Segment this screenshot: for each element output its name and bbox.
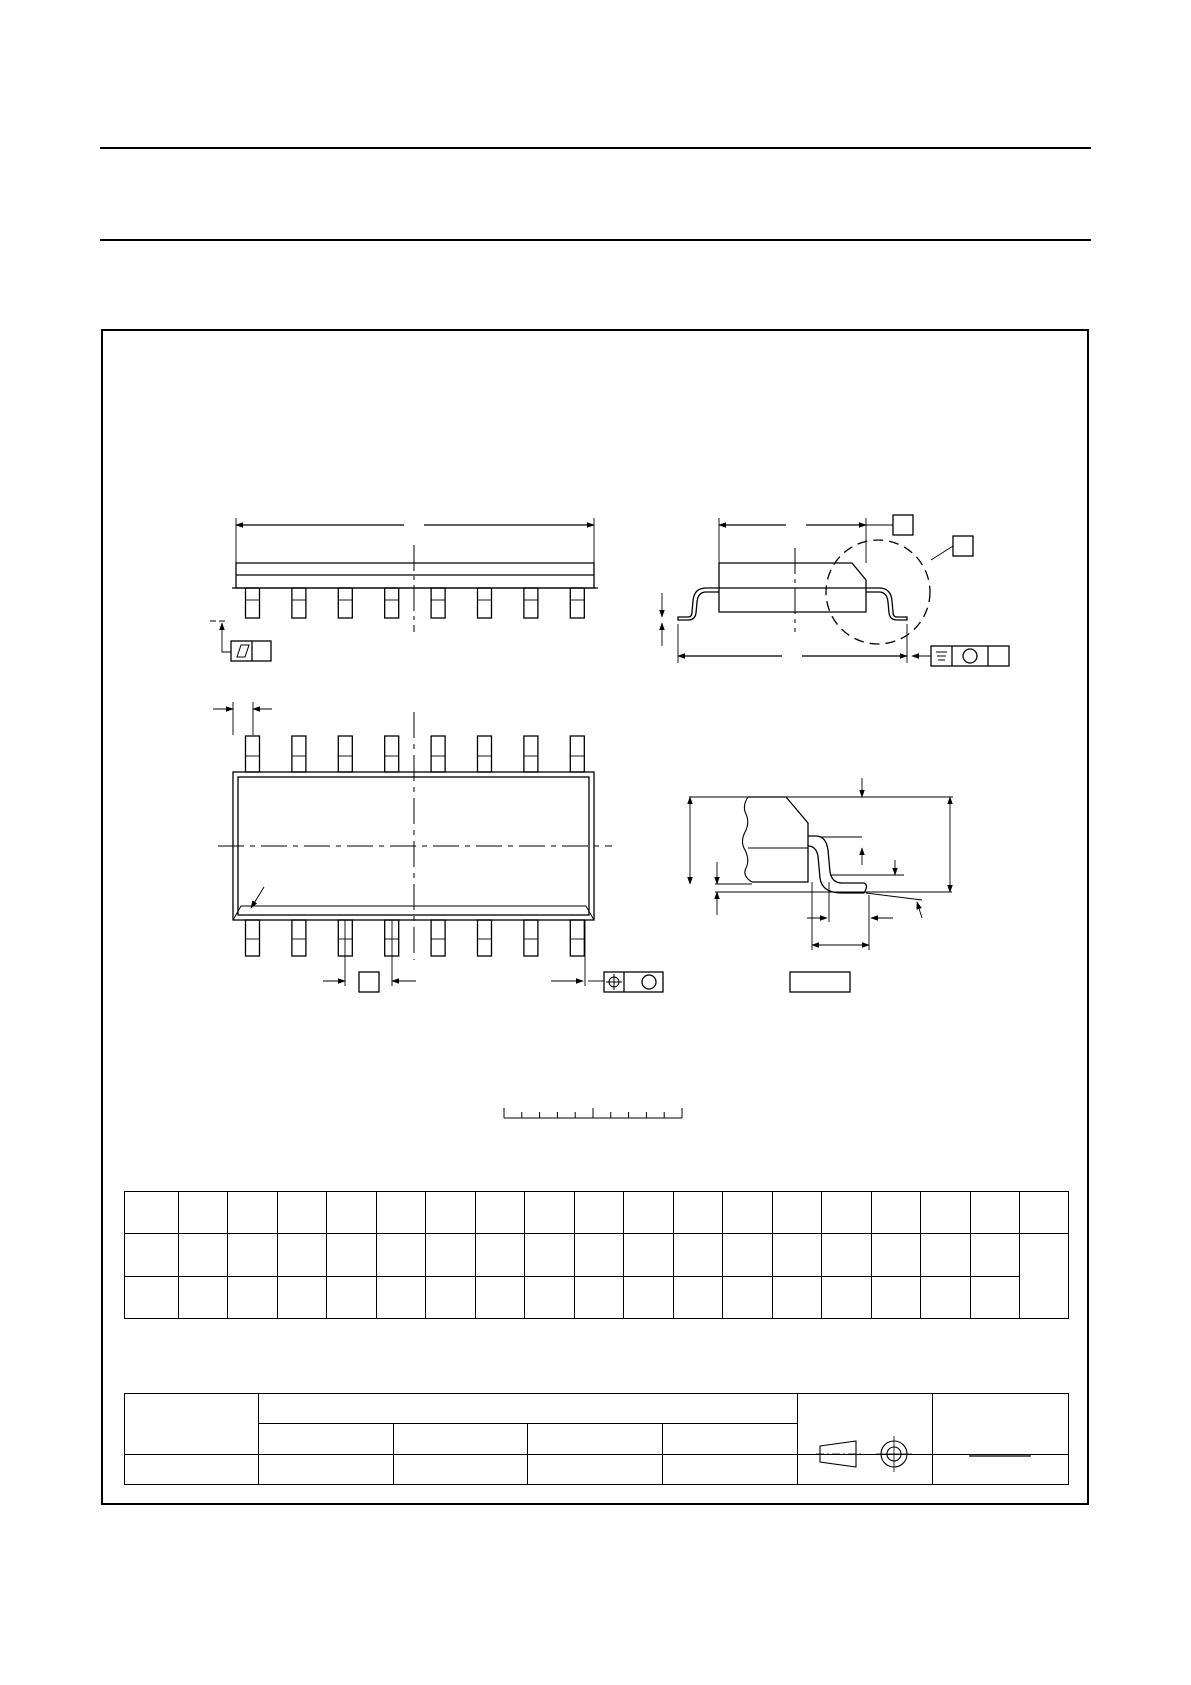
dimensions-table-cell [822, 1276, 872, 1318]
end-left-lead [678, 588, 719, 620]
dimensions-table-cell [822, 1234, 872, 1276]
outline-version-cell [125, 1454, 259, 1484]
top-view-leads [246, 736, 585, 772]
projection-symbol-cell [798, 1454, 933, 1484]
dimensions-table-cell [723, 1276, 773, 1318]
detail-leader [931, 546, 953, 560]
dimensions-table-cell [674, 1276, 723, 1318]
dimensions-table-cell [377, 1276, 426, 1318]
jeita-cell [528, 1454, 663, 1484]
dimensions-table-cell [575, 1276, 624, 1318]
detail-body-outline [748, 797, 808, 882]
dimensions-table-cell [921, 1276, 971, 1318]
european-projection-header [798, 1394, 933, 1455]
scale-bar [504, 1108, 682, 1118]
side-lead [524, 588, 538, 618]
dimensions-table-cell [624, 1234, 674, 1276]
iec-header [259, 1424, 394, 1454]
bottom-lead [570, 920, 584, 956]
dimensions-table-cell [575, 1234, 624, 1276]
dimensions-table-cell [327, 1192, 377, 1234]
dimensions-table-cell [971, 1276, 1020, 1318]
dimensions-table-cell [773, 1192, 822, 1234]
top-lead [246, 736, 260, 772]
dimensions-table-cell [674, 1234, 723, 1276]
dimensions-table-row [125, 1192, 1069, 1234]
top-lead [570, 736, 584, 772]
dimensions-table-cell [525, 1234, 575, 1276]
dimensions-table-row [125, 1234, 1069, 1276]
top-lead [292, 736, 306, 772]
dimensions-table-cell [971, 1192, 1020, 1234]
dimensions-table-cell [327, 1276, 377, 1318]
jedec-header [394, 1424, 528, 1454]
dimensions-table-cell [921, 1234, 971, 1276]
parallelism-icon [936, 652, 947, 660]
dimensions-table-cell [228, 1276, 278, 1318]
dimension-label-gap [404, 516, 424, 534]
dimensions-table-cell [179, 1192, 228, 1234]
bottom-lead [292, 920, 306, 956]
side-lead [385, 588, 399, 618]
dimensions-table-cell [872, 1234, 921, 1276]
side-view-leads [246, 588, 585, 618]
position-icon [606, 974, 622, 990]
dimensions-table-cell [228, 1234, 278, 1276]
detail-lead [808, 836, 867, 893]
issue-date-header [933, 1394, 1069, 1455]
dimensions-table-cell [624, 1192, 674, 1234]
top-lead [338, 736, 352, 772]
top-lead [431, 736, 445, 772]
dimensions-table-cell [377, 1192, 426, 1234]
top-lead [385, 736, 399, 772]
bottom-lead [246, 920, 260, 956]
detail-ref-line [866, 893, 922, 900]
dimension-label-gap [786, 516, 806, 534]
dimensions-table-cell [426, 1276, 476, 1318]
bottom-lead [478, 920, 492, 956]
dimensions-table-row [125, 1276, 1069, 1318]
datum-box [893, 515, 913, 535]
bottom-lead [431, 920, 445, 956]
side-lead [246, 588, 260, 618]
side-lead [478, 588, 492, 618]
diameter-circle-icon [963, 649, 977, 663]
outline-header-row [125, 1394, 1069, 1424]
dimensions-table-cell [278, 1234, 327, 1276]
detail-break-line [743, 797, 753, 882]
flatness-tolerance-frame [231, 641, 271, 661]
dimensions-table-cell [971, 1234, 1020, 1276]
side-lead [431, 588, 445, 618]
dimensions-table-cell [125, 1276, 179, 1318]
side-lead [338, 588, 352, 618]
dimensions-table-cell [624, 1276, 674, 1318]
references-header [259, 1394, 798, 1424]
flatness-icon [237, 645, 249, 657]
dimensions-table-cell [278, 1192, 327, 1234]
end-view [662, 515, 1009, 666]
dimensions-table-cell [426, 1192, 476, 1234]
pitch-label-box [359, 972, 379, 992]
dimensions-table-cell [327, 1234, 377, 1276]
top-view [213, 702, 663, 992]
dimensions-table-cell [723, 1234, 773, 1276]
bottom-view-leads [246, 920, 585, 956]
dimensions-table-cell [575, 1192, 624, 1234]
dimensions-table-cell [278, 1276, 327, 1318]
detail-x-view [689, 778, 953, 992]
iec-cell [259, 1454, 394, 1484]
reference-extra-header [663, 1424, 798, 1454]
end-right-lead [866, 588, 907, 620]
dimensions-table-cell [1020, 1192, 1069, 1234]
dimensions-table [124, 1191, 1069, 1319]
dimensions-table-cell [773, 1276, 822, 1318]
diameter-circle-icon [642, 975, 656, 989]
outline-version-table [124, 1393, 1069, 1485]
outline-data-row [125, 1454, 1069, 1484]
dimensions-table-cell [525, 1276, 575, 1318]
dimensions-table-cell [228, 1192, 278, 1234]
side-view [210, 516, 598, 661]
lead-angle-arrow [917, 902, 922, 918]
dimensions-table-cell [773, 1234, 822, 1276]
dimensions-table-cell [822, 1192, 872, 1234]
jedec-cell [394, 1454, 528, 1484]
dimensions-table-cell [1020, 1234, 1069, 1319]
dimensions-table-cell [723, 1192, 773, 1234]
dimensions-table-cell [426, 1234, 476, 1276]
dimensions-table-cell [476, 1192, 525, 1234]
dimensions-table-cell [525, 1192, 575, 1234]
detail-label-box [790, 972, 850, 992]
dimensions-table-cell [179, 1276, 228, 1318]
dimensions-table-cell [921, 1192, 971, 1234]
issue-date-cell [933, 1454, 1069, 1484]
dimensions-table-cell [476, 1276, 525, 1318]
dimensions-table-cell [377, 1234, 426, 1276]
pin1-index-arrow [251, 887, 264, 908]
jeita-header [528, 1424, 663, 1454]
detail-label-box [953, 536, 973, 556]
dimensions-table-cell [476, 1234, 525, 1276]
dimensions-table-cell [872, 1192, 921, 1234]
side-lead [570, 588, 584, 618]
reference-extra-cell [663, 1454, 798, 1484]
top-lead [478, 736, 492, 772]
dimensions-table-cell [872, 1276, 921, 1318]
flatness-leader [222, 623, 231, 652]
dimensions-table-cell [125, 1234, 179, 1276]
outline-version-header [125, 1394, 259, 1455]
dimension-label-gap [782, 647, 802, 665]
bottom-lead [524, 920, 538, 956]
side-lead [292, 588, 306, 618]
top-lead [524, 736, 538, 772]
dimensions-table-cell [179, 1234, 228, 1276]
dimensions-table-cell [125, 1192, 179, 1234]
dimensions-table-cell [674, 1192, 723, 1234]
